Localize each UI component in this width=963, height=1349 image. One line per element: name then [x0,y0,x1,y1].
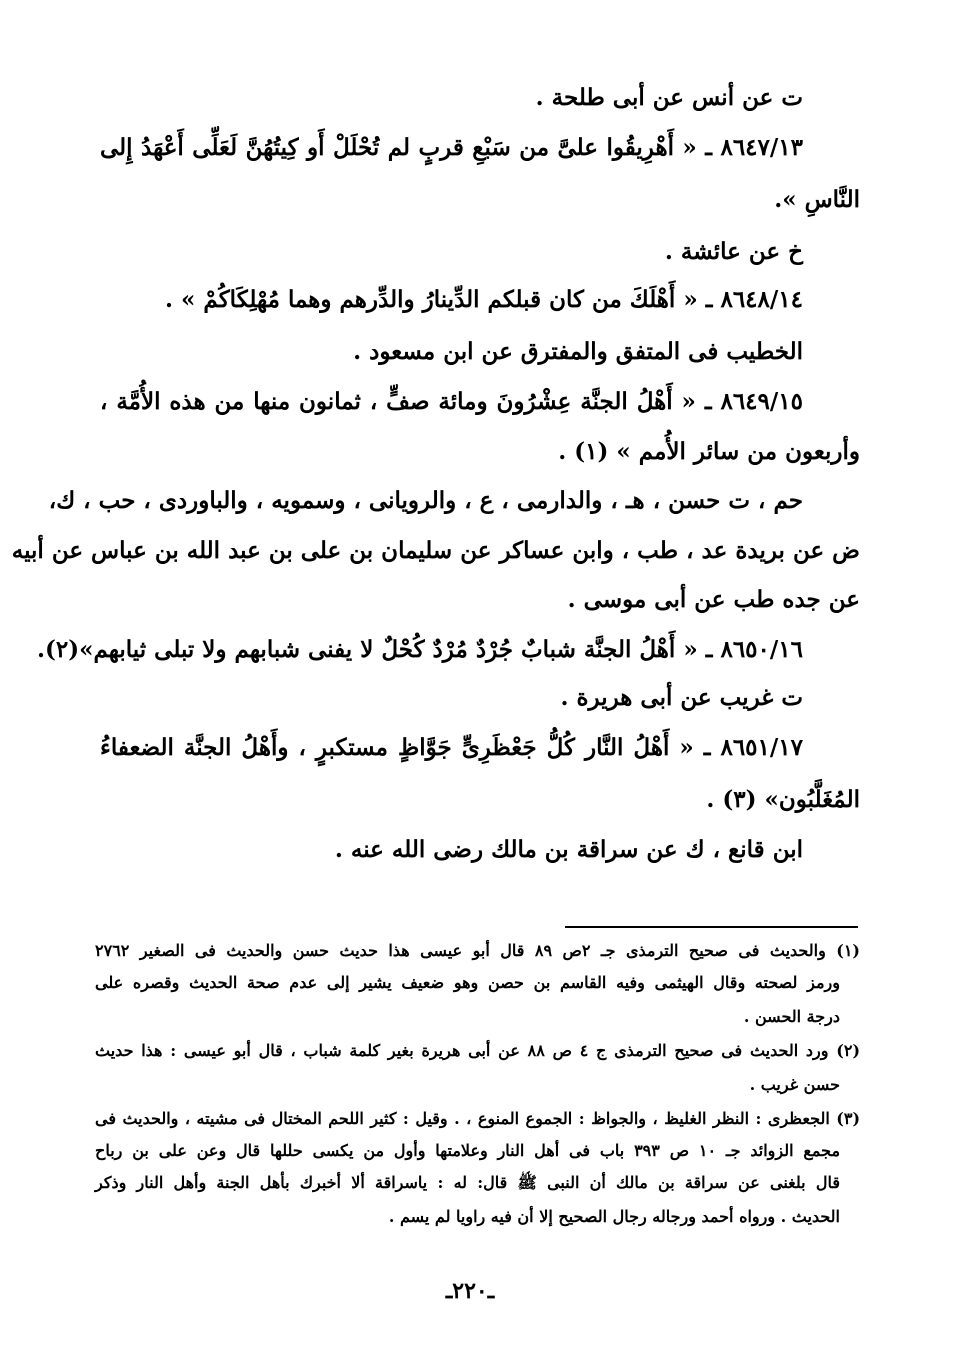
footnote-line-6: (٣) الجعظرى : النظر الغليظ ، والجواظ : الجموع المنوع ، . وقيل : كثير اللحم المختال فى مشيته ، والحديث فى [95,1109,861,1128]
body-line-16: ابن قانع ، ك عن سراقة بن مالك رضى الله عنه . [334,836,803,863]
body-line-11: عن جده طب عن أبى موسى . [567,586,860,613]
body-line-12: ٨٦٥٠/١٦ ـ « أَهْلُ الجنَّة شبابٌ جُرْدٌ مُرْدٌ كُحْلٌ لا يفنى شبابهم ولا تبلى ثيابهم»(٢). [36,636,803,663]
footnote-line-5: حسن غريب . [749,1075,840,1094]
body-line-10: ض عن بريدة عد ، طب ، وابن عساكر عن سليمان بن على بن عبد الله بن عباس عن أبيه [11,537,860,564]
body-line-3: النَّاسِ ». [774,186,860,213]
footnote-line-7: مجمع الزوائد جـ ١٠ ص ٣٩٣ باب فى أهل النار وعلامتها وأول من يكسى حللها قال وعن على بن رباح [95,1141,841,1160]
body-line-4: خ عن عائشة . [664,238,803,265]
footnote-line-8: قال بلغنى عن سراقة بن مالك أن النبى ﷺ قال: له : ياسراقة ألا أخبرك بأهل الجنة وأهل النار وذكر [95,1173,840,1192]
body-line-9: حم ، ت حسن ، هـ ، والدارمى ، ع ، والرويانى ، وسمويه ، والباوردى ، حب ، ك، [48,487,803,514]
footnote-line-3: درجة الحسن . [743,1007,840,1026]
footnote-line-4: (٢) ورد الحديث فى صحيح الترمذى ج ٤ ص ٨٨ عن أبى هريرة بغير كلمة شباب ، قال أبو عيسى : هذا حديث [95,1041,861,1060]
footnote-line-1: (١) والحديث فى صحيح الترمذى جـ ٢ص ٨٩ قال أبو عيسى هذا حديث حسن والحديث فى الصغير ٢٧٦٢ [95,941,860,960]
footnote-line-9: الحديث . ورواه أحمد ورجاله رجال الصحيح إلا أن فيه راويا لم يسم . [388,1207,840,1226]
body-line-7: ٨٦٤٩/١٥ ـ « أَهْلُ الجنَّة عِشْرُونَ ومائة صفٍّ ، ثمانون منها من هذه الأُمَّة ، [100,388,803,415]
body-line-14: ٨٦٥١/١٧ ـ « أَهْلُ النَّار كُلُّ جَعْظَرِىٍّ جَوَّاظٍ مستكبرٍ ، وأَهْلُ الجنَّة الضعفاءُ [100,734,803,761]
body-line-13: ت غريب عن أبى هريرة . [560,684,803,711]
body-line-8: وأربعون من سائر الأُمم » (١) . [558,438,860,465]
body-line-5: ٨٦٤٨/١٤ ـ « أَهْلَكَ من كان قبلكم الدِّينارُ والدِّرهم وهما مُهْلِكَاكُمْ » . [165,286,803,313]
body-line-2: ٨٦٤٧/١٣ ـ « أَهْرِيقُوا علىَّ من سَبْعِ قربٍ لم تُحْلَلْ أَو كِيتُهُنَّ لَعَلِّى أَعْهَدُ إِلى [100,134,803,161]
body-line-6: الخطيب فى المتفق والمفترق عن ابن مسعود . [353,338,803,365]
body-line-1: ت عن أنس عن أبى طلحة . [535,84,803,111]
page-number: ـ٢٢٠ـ [445,1278,495,1304]
footnote-line-2: ورمز لصحته وقال الهيثمى وفيه القاسم بن حصن وهو ضعيف يشير إلى عدم صحة الحديث وقصره على [95,973,840,992]
body-line-15: المُغَلَّبُون» (٣) . [706,786,860,813]
footnote-separator [565,926,858,928]
